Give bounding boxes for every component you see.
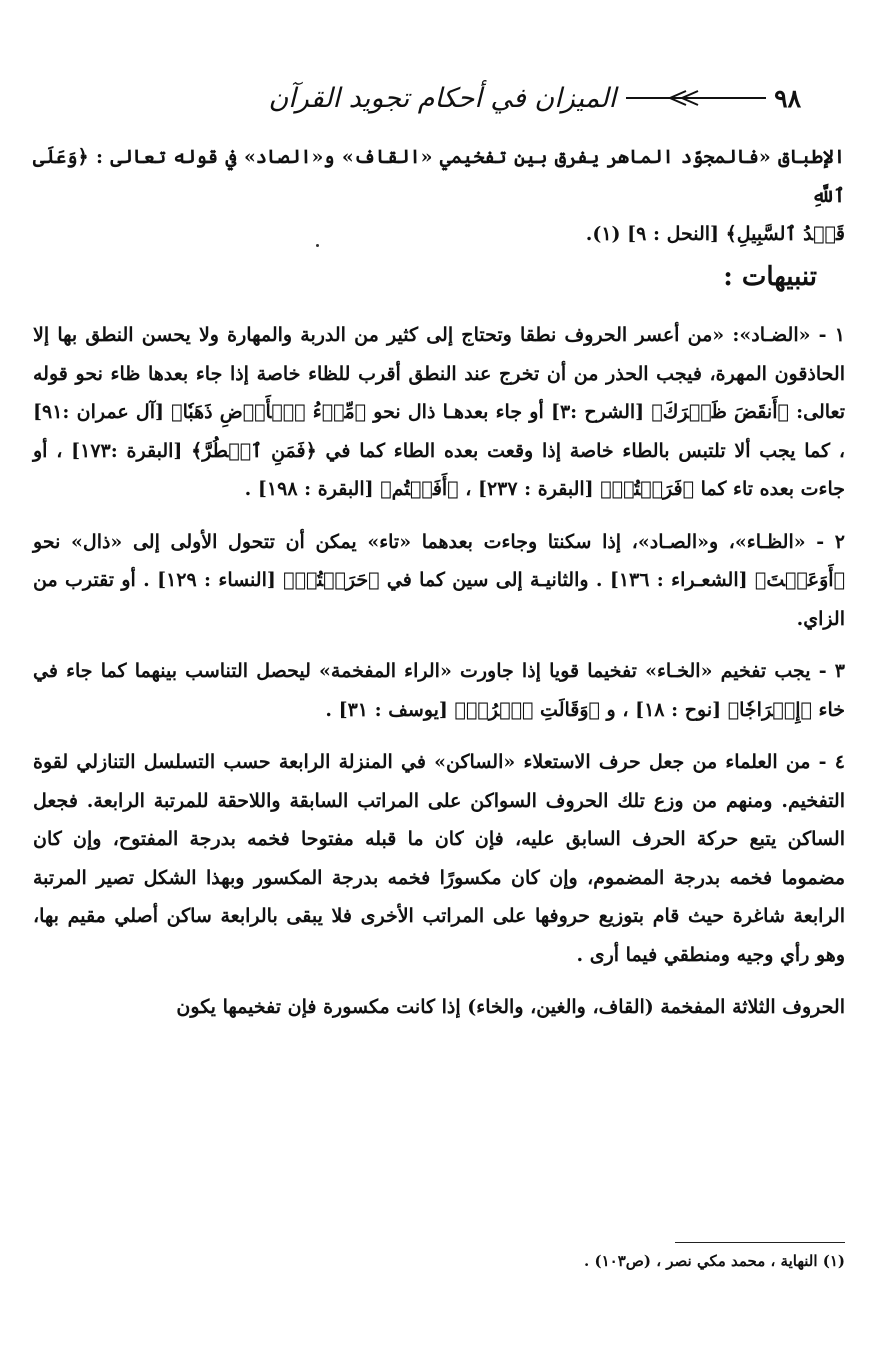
arrow-ornament-icon bbox=[626, 88, 766, 108]
note-3: ٣ - يجب تفخيم «الخـاء» تفخيما قويا إذا جاورت «الراء المفخمة» ليحصل التناسب بينهما كما جاء في خاء ﴿إِخۡرَاجٗا﴾ [نوح : ١٨] ، و ﴿وَقَالَتِ ٱخۡرُجۡ﴾ [يوسف : ٣١] . bbox=[33, 660, 845, 721]
note-1: ١ - «الضـاد»: «من أعسر الحروف نطقا وتحتاج إلى كثير من الدربة والمهارة ولا يحسن النطق بها إلا الحاذقون المهرة، فيجب الحذر من أن تخرج عند النطق أقرب للظاء خاصة إذا جاء بعدها ظاء نحو قوله تعالى: ﴿أَنقَضَ ظَهۡرَكَ﴾ [الشرح :٣] أو جاء بعدهـا ذال نحو ﴿مِّلۡءُ ٱلۡأَرۡضِ ذَهَبٗا﴾ [آل عمران :٩١] ، كما يجب ألا تلتبس بالطاء خاصة إذا وقعت بعده الطاء كما في ﴿فَمَنِ ٱضۡطُرَّ﴾ [البقرة :١٧٣] ، أو جاءت بعده تاء كما ﴿فَرَضۡتُمۡ﴾ [البقرة : ٢٣٧] ، ﴿أَفَضۡتُم﴾ [البقرة : ١٩٨] . bbox=[33, 324, 845, 500]
footnote-divider bbox=[675, 1242, 845, 1243]
page-body bbox=[33, 138, 845, 1027]
note-4: ٤ - من العلماء من جعل حرف الاستعلاء «الساكن» في المنزلة الرابعة حسب التسلسل التنازلي لقوة التفخيم. ومنهم من وزع تلك الحروف السواكن على المراتب السابقة واللاحقة للمرتبة الرابعة. فجعل الساكن يتبع حركة الحرف السابق عليه، فإن كان ما قبله مفتوحا فخمه بدرجة المفتوح، وإن كان مضموما فخمه بدرجة المضموم، وإن كان مكسورًا فخمه بدرجة المكسور وبهذا الشكل تصير المرتبة الرابعة شاغرة حيث قام بتوزيع حروفها على المراتب الأخرى فلا يبقى بالرابعة ساكن أصلي مقيم بها، وهو رأي وجيه ومنطقي فيما أرى . bbox=[33, 751, 845, 966]
print-speck bbox=[316, 244, 319, 247]
footnote: (١) النهاية ، محمد مكي نصر ، (ص١٠٣) . bbox=[584, 1252, 845, 1270]
intro-line-2: قَصۡدُ ٱلسَّبِيلِ﴾ [النحل : ٩] (١). bbox=[585, 223, 845, 245]
page-number: ٩٨ bbox=[774, 83, 801, 113]
note-2: ٢ - «الظـاء»، و«الصـاد»، إذا سكنتا وجاءت بعدهما «تاء» يمكن أن تتحول الأولى إلى «ذال» نحو ﴿أَوَعَظۡتَ﴾ [الشعـراء : ١٣٦] . والثانيـة إلى سين كما في ﴿حَرَصۡتُمۡ﴾ [النساء : ١٢٩] . أو تقترب من الزاي. bbox=[33, 530, 845, 630]
intro-line-1: الإطباق «فالمجوّد الماهر يفرق بين تفخيمي «القاف» و«الصاد» في قوله تعالى : ﴿وَعَلَى ٱللَّهِ bbox=[33, 146, 845, 207]
section-heading: تنبيهات : bbox=[723, 261, 817, 292]
page-header bbox=[101, 78, 801, 118]
book-title: الميزان في أحكام تجويد القرآن bbox=[268, 82, 617, 114]
last-paragraph: الحروف الثلاثة المفخمة (القاف، والغين، والخاء) إذا كانت مكسورة فإن تفخيمها يكون bbox=[176, 996, 845, 1018]
